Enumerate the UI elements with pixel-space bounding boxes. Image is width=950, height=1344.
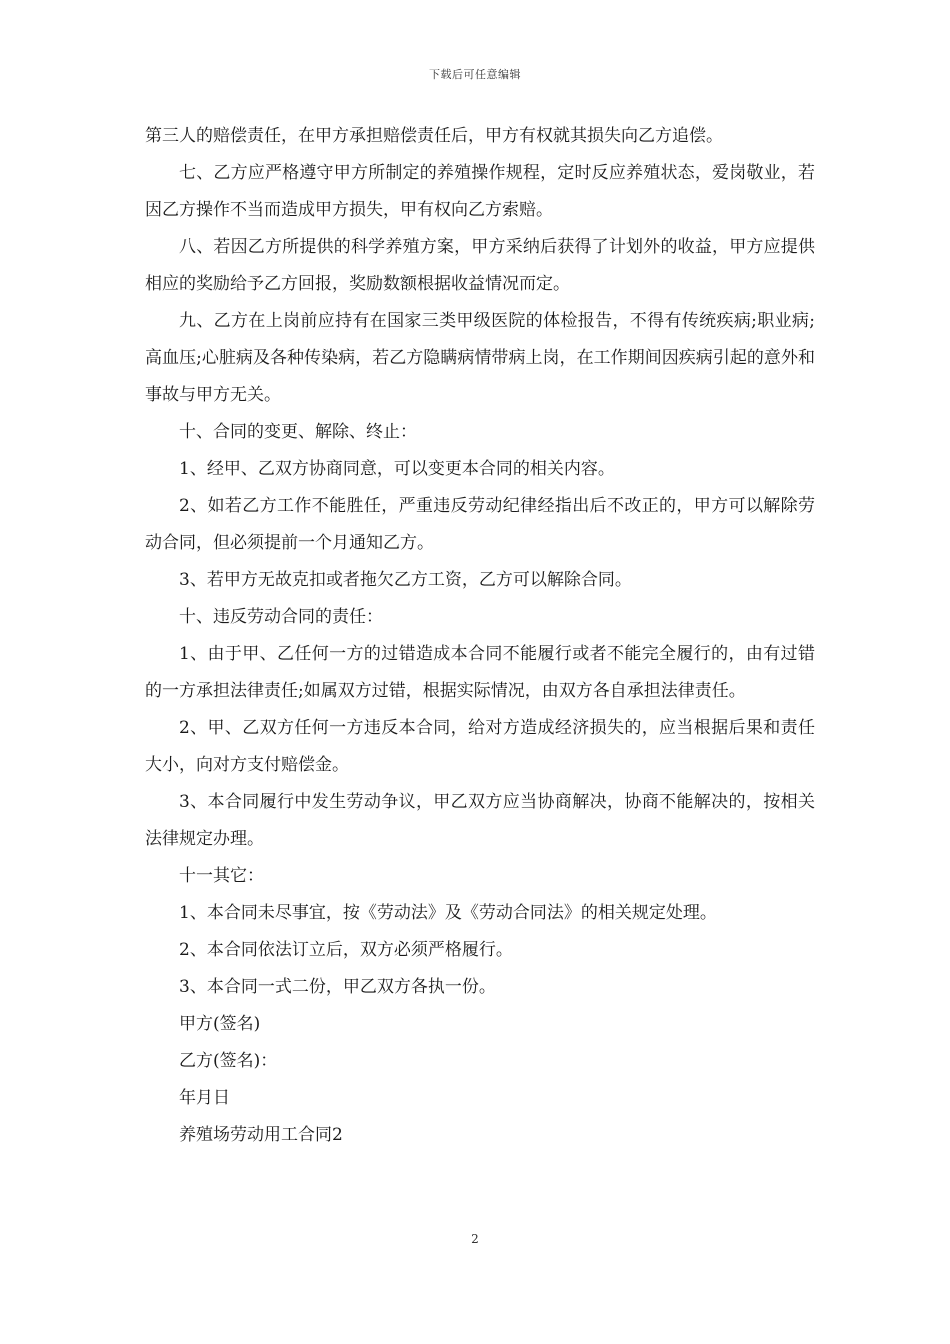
signature-party-a: 甲方(签名) xyxy=(179,1014,261,1034)
paragraph: 2、本合同依法订立后，双方必须严格履行。 xyxy=(179,940,513,960)
page-header: 下载后可任意编辑 xyxy=(429,68,521,81)
signature-date: 年月日 xyxy=(179,1088,230,1108)
paragraph: 3、若甲方无故克扣或者拖欠乙方工资，乙方可以解除合同。 xyxy=(179,570,632,590)
signature-party-b: 乙方(签名)： xyxy=(179,1051,278,1071)
document-body xyxy=(145,118,815,1154)
paragraph: 九、乙方在上岗前应持有在国家三类甲级医院的体检报告，不得有传统疾病;职业病;高血压;心脏病及各种传染病，若乙方隐瞒病情带病上岗，在工作期间因疾病引起的意外和事故与甲方无关。 xyxy=(145,311,815,405)
paragraph: 2、如若乙方工作不能胜任，严重违反劳动纪律经指出后不改正的，甲方可以解除劳动合同，但必须提前一个月通知乙方。 xyxy=(145,496,815,553)
paragraph: 第三人的赔偿责任，在甲方承担赔偿责任后，甲方有权就其损失向乙方追偿。 xyxy=(145,126,723,146)
paragraph: 3、本合同一式二份，甲乙双方各执一份。 xyxy=(179,977,496,997)
paragraph: 3、本合同履行中发生劳动争议，甲乙双方应当协商解决，协商不能解决的，按相关法律规定办理。 xyxy=(145,792,815,849)
paragraph: 八、若因乙方所提供的科学养殖方案，甲方采纳后获得了计划外的收益，甲方应提供相应的奖励给予乙方回报，奖励数额根据收益情况而定。 xyxy=(145,237,815,294)
paragraph: 1、由于甲、乙任何一方的过错造成本合同不能履行或者不能完全履行的，由有过错的一方承担法律责任;如属双方过错，根据实际情况，由双方各自承担法律责任。 xyxy=(145,644,815,701)
paragraph: 2、甲、乙双方任何一方违反本合同，给对方造成经济损失的，应当根据后果和责任大小，向对方支付赔偿金。 xyxy=(145,718,815,775)
next-document-title: 养殖场劳动用工合同2 xyxy=(179,1125,343,1145)
section-heading: 十一其它： xyxy=(179,866,264,886)
paragraph: 1、本合同未尽事宜，按《劳动法》及《劳动合同法》的相关规定处理。 xyxy=(179,903,717,923)
paragraph: 七、乙方应严格遵守甲方所制定的养殖操作规程，定时反应养殖状态，爱岗敬业，若因乙方操作不当而造成甲方损失，甲有权向乙方索赔。 xyxy=(145,163,815,220)
page-number: 2 xyxy=(471,1232,479,1246)
paragraph: 1、经甲、乙双方协商同意，可以变更本合同的相关内容。 xyxy=(179,459,615,479)
section-heading: 十、违反劳动合同的责任： xyxy=(179,607,383,627)
section-heading: 十、合同的变更、解除、终止： xyxy=(179,422,417,442)
